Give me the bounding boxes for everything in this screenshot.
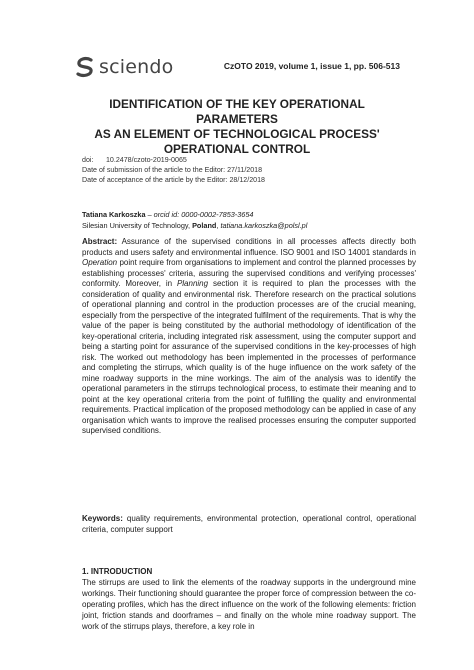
author-dash: – xyxy=(145,210,154,219)
paper-title xyxy=(74,97,400,157)
keywords-text: quality requirements, environmental protection, operational control, operational criteria, computer support xyxy=(82,514,416,534)
affiliation-line xyxy=(82,220,307,231)
abstract xyxy=(82,237,416,437)
keywords xyxy=(82,514,416,535)
orcid-id: orcid id: 0000-0002-7853-3654 xyxy=(153,210,254,219)
acceptance-date: Date of acceptance of the article by the Editor: 28/12/2018 xyxy=(82,176,265,184)
author-block xyxy=(82,209,307,231)
doi-value: 10.2478/czoto-2019-0065 xyxy=(105,156,187,164)
author-email[interactable]: tatiana.karkoszka@polsl.pl xyxy=(220,221,308,230)
affiliation-separator: , xyxy=(216,221,221,230)
journal-reference: CzOTO 2019, volume 1, issue 1, pp. 506-513 xyxy=(223,61,400,71)
abstract-text: point require from organisations to implement and control the planned processes by establishing processes' criteria, assuring the supervised conditions and verifying processes' conformity. Moreover, in xyxy=(82,258,416,288)
abstract-text: Assurance of the supervised conditions in all processes affects directly both products and users safety and environmental influence. ISO 9001 and ISO 14001 standards in xyxy=(82,237,416,257)
doi-label: doi: xyxy=(82,156,94,164)
abstract-operation-word: Operation xyxy=(82,258,118,267)
title-line: AS AN ELEMENT OF TECHNOLOGICAL PROCESS' xyxy=(94,127,380,141)
affiliation: Silesian University of Technology, xyxy=(82,221,193,230)
section-heading-introduction: 1. INTRODUCTION xyxy=(82,567,153,576)
article-metadata xyxy=(82,155,265,185)
abstract-text: section it is required to plan the processes with the consideration of quality and environmental risk. Therefore research on the practical solutions of operational planning and control in the production processes are of the crucial meaning, especially from the perspective of the integrated fulfilment of the requirements. That is why the value of the paper is being constituted by the authorial methodology of identification of the key-operational criteria, including integrated risk assessment, using the computer support and being a starting point for assurance of the supervised conditions in the key-processes of high risk. The worked out methodology has been implemented in the processes of performance and completing the stirrups, which quality is of the huge influence on the work safety of the mine roadway supports in the mine workings. The aim of the analysis was to identify the operational parameters in the stirrups technological process, to estimate their meaning and to point at the key operational criteria from the point of fulfilling the quality and environmental requirements. Practical implication of the proposed methodology can be applied in case of any organisation which wants to improve the realised processes ensuring the computer supported supervised conditions. xyxy=(82,279,416,435)
country: Poland xyxy=(192,221,217,230)
abstract-planning-word: Planning xyxy=(176,279,209,288)
abstract-label: Abstract: xyxy=(82,237,118,246)
sciendo-logo-icon xyxy=(74,56,96,78)
keywords-label: Keywords: xyxy=(82,514,123,523)
doi-line xyxy=(82,155,265,165)
title-line: OPERATIONAL CONTROL xyxy=(163,142,311,156)
title-line: IDENTIFICATION OF THE KEY OPERATIONAL PARAMETERS xyxy=(109,97,365,126)
submission-date: Date of submission of the article to the Editor: 27/11/2018 xyxy=(82,166,263,174)
introduction-text: The stirrups are used to link the elements of the roadway supports in the underground mine workings. Their functioning should guarantee the proper force of compression between the co-operating profiles, which has the direct influence on the work of the following elements: friction joint, friction stands and doorframes – and finally on the whole mine roadway support. The work of the stirrups plays, therefore, a key role in xyxy=(82,578,416,631)
author-name: Tatiana Karkoszka xyxy=(82,210,146,219)
author-line xyxy=(82,209,307,220)
logo-text: sciendo xyxy=(99,56,174,78)
publisher-logo xyxy=(74,56,173,78)
